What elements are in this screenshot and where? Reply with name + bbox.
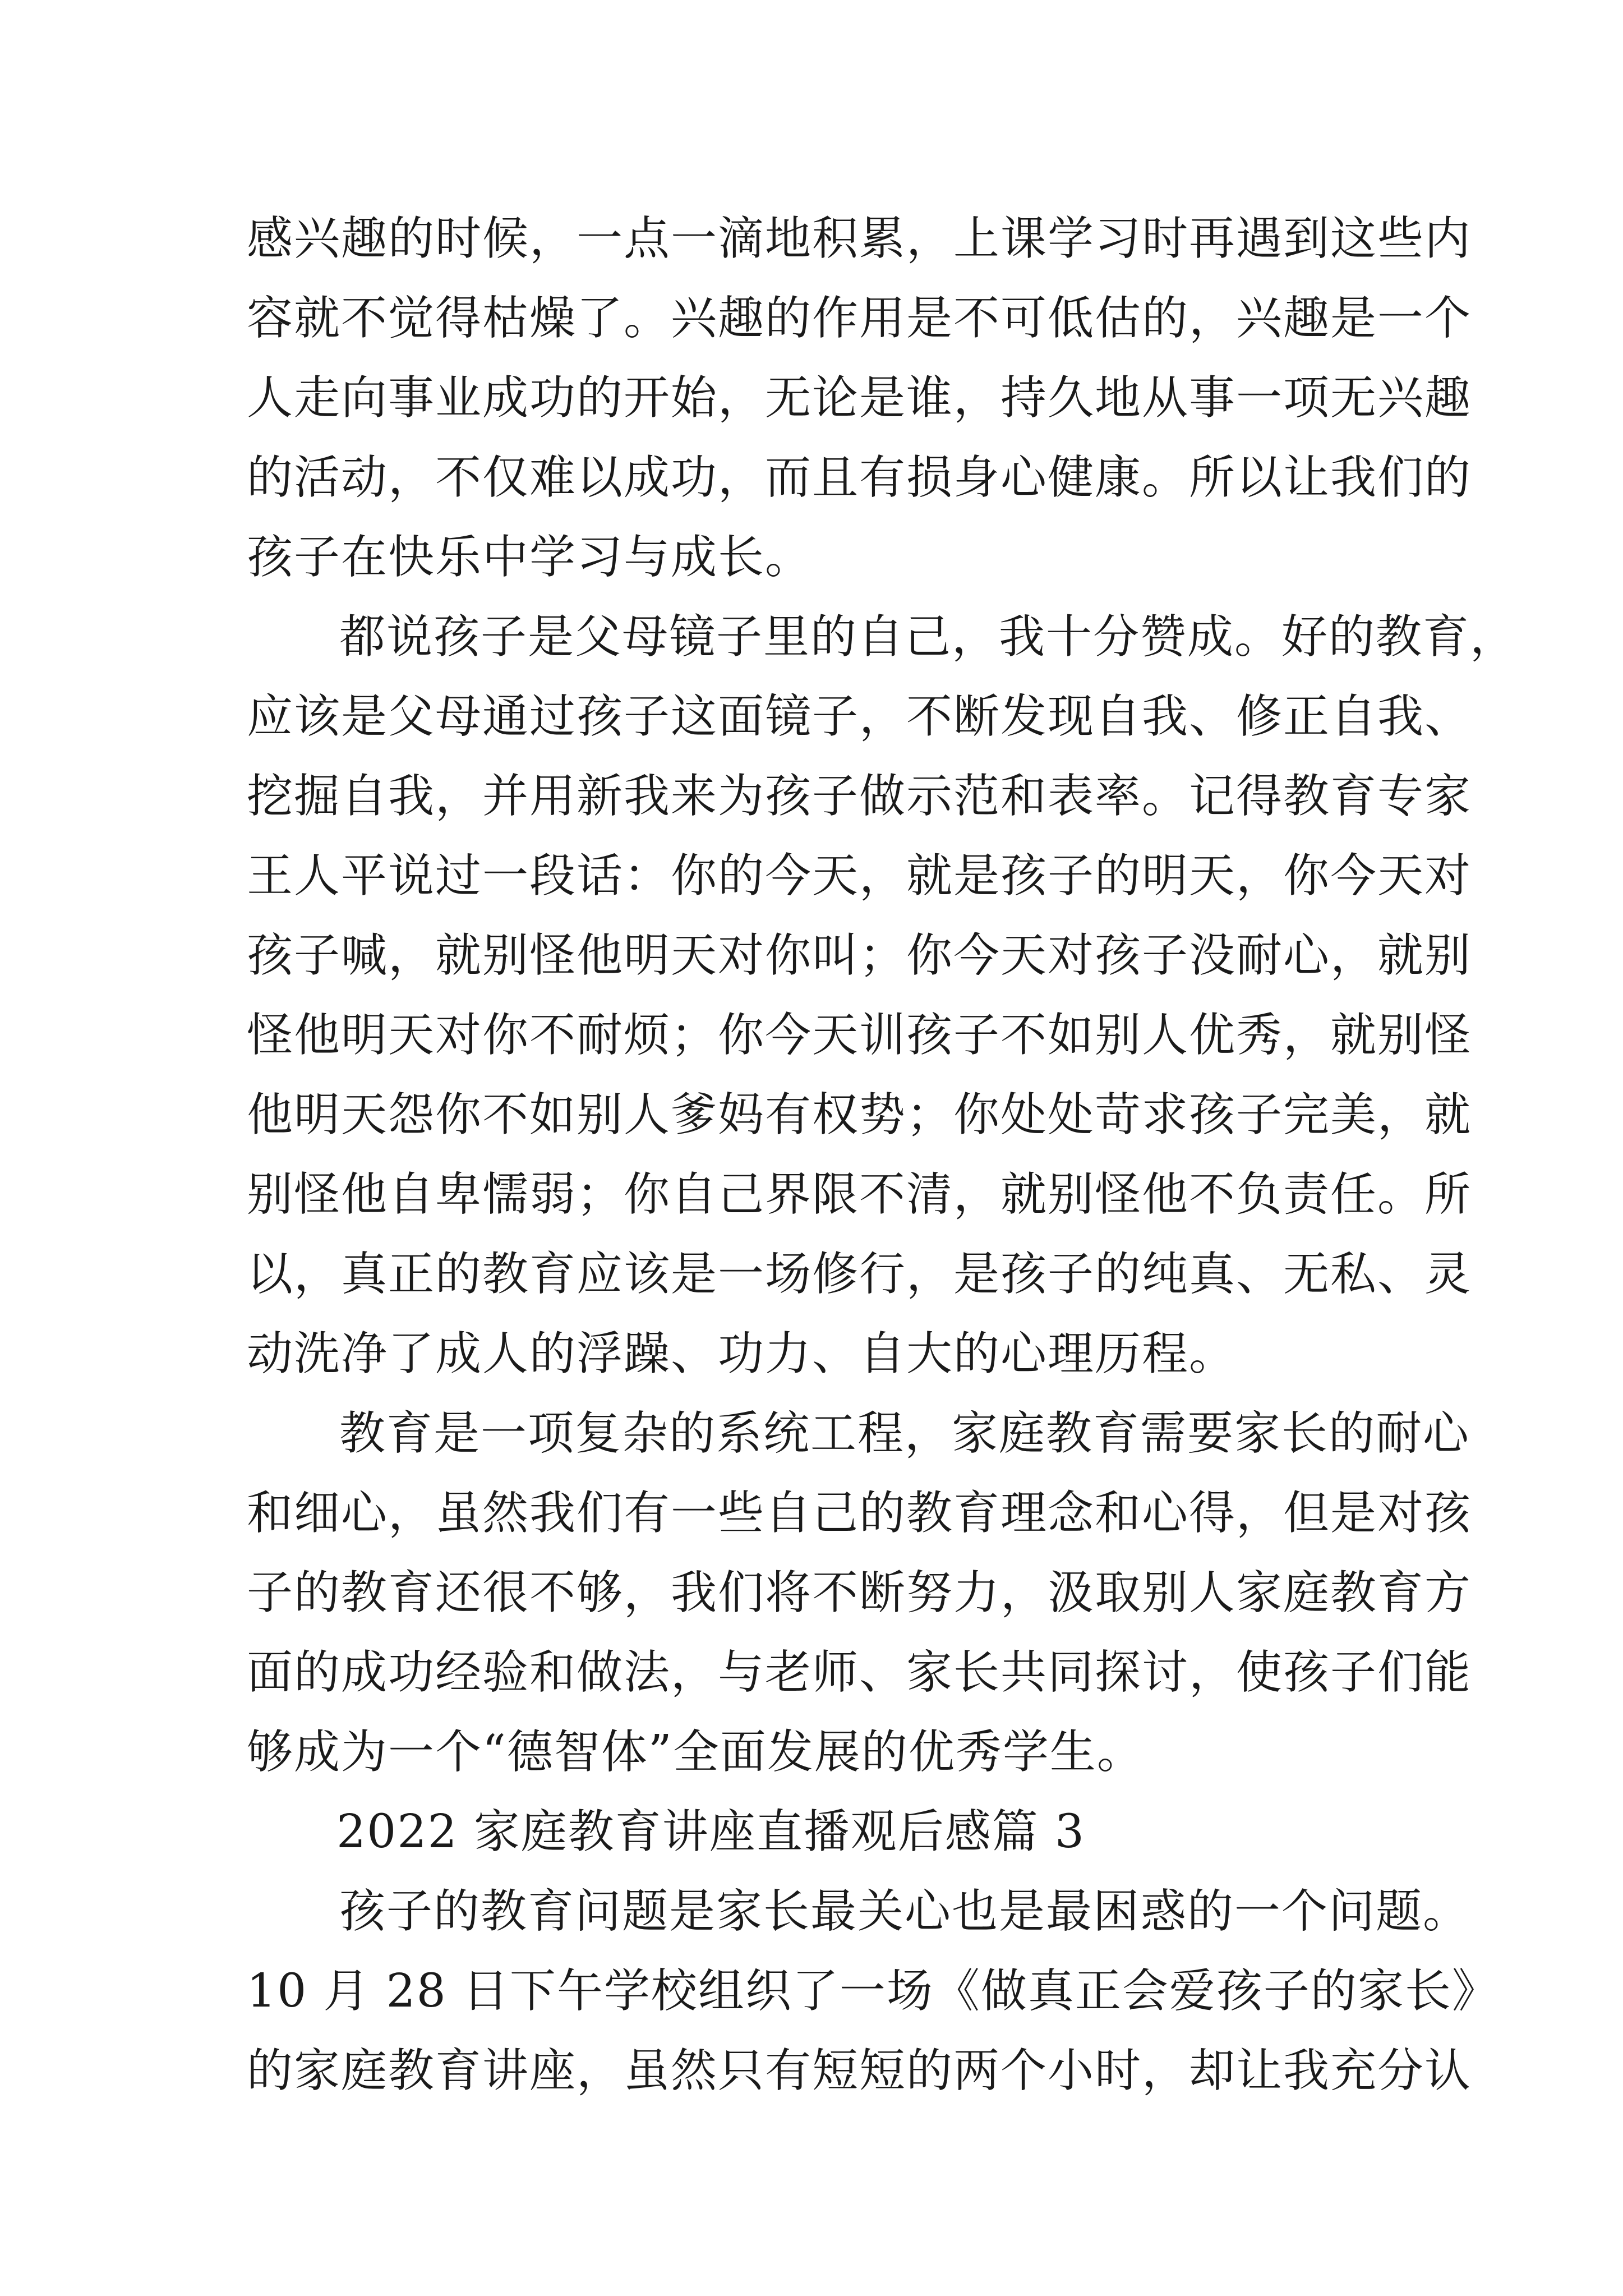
- text-line: 面的成功经验和做法，与老师、家长共同探讨，使孩子们能: [247, 1646, 1472, 1699]
- text-line: 孩子的教育问题是家长最关心也是最困惑的一个问题。: [339, 1885, 1470, 1938]
- text-line: 够成为一个“德智体”全面发展的优秀学生。: [247, 1726, 1144, 1779]
- text-line: 孩子在快乐中学习与成长。: [247, 531, 813, 584]
- text-line: 他明天怨你不如别人爹妈有权势；你处处苛求孩子完美，就: [247, 1088, 1472, 1142]
- text-line: 子的教育还很不够，我们将不断努力，汲取别人家庭教育方: [247, 1566, 1472, 1619]
- text-line: 别怪他自卑懦弱；你自己界限不清，就别怪他不负责任。所: [247, 1168, 1472, 1221]
- text-line: 应该是父母通过孩子这面镜子，不断发现自我、修正自我、: [247, 690, 1472, 743]
- text-line: 容就不觉得枯燥了。兴趣的作用是不可低估的，兴趣是一个: [247, 292, 1472, 345]
- document-body: [247, 199, 1518, 2111]
- section-heading: 2022 家庭教育讲座直播观后感篇 3: [336, 1805, 1085, 1858]
- text-line: 王人平说过一段话：你的今天，就是孩子的明天，你今天对: [247, 849, 1472, 903]
- text-line: 感兴趣的时候，一点一滴地积累，上课学习时再遇到这些内: [247, 212, 1472, 265]
- text-line: 教育是一项复杂的系统工程，家庭教育需要家长的耐心: [339, 1407, 1470, 1460]
- text-line: 都说孩子是父母镜子里的自己，我十分赞成。好的教育，: [339, 610, 1518, 664]
- text-line: 怪他明天对你不耐烦；你今天训孩子不如别人优秀，就别怪: [247, 1009, 1472, 1062]
- text-line: 10 月 28 日下午学校组织了一场《做真正会爱孩子的家长》: [247, 1964, 1499, 2018]
- text-line: 挖掘自我，并用新我来为孩子做示范和表率。记得教育专家: [247, 770, 1472, 823]
- text-line: 动洗净了成人的浮躁、功力、自大的心理历程。: [247, 1327, 1237, 1381]
- text-line: 以，真正的教育应该是一场修行，是孩子的纯真、无私、灵: [247, 1248, 1472, 1301]
- text-line: 的家庭教育讲座，虽然只有短短的两个小时，却让我充分认: [247, 2044, 1472, 2097]
- text-line: 的活动，不仅难以成功，而且有损身心健康。所以让我们的: [247, 451, 1472, 504]
- text-line: 孩子喊，就别怪他明天对你叫；你今天对孩子没耐心，就别: [247, 929, 1472, 982]
- text-line: 和细心，虽然我们有一些自己的教育理念和心得，但是对孩: [247, 1487, 1472, 1540]
- text-line: 人走向事业成功的开始，无论是谁，持久地从事一项无兴趣: [247, 371, 1472, 425]
